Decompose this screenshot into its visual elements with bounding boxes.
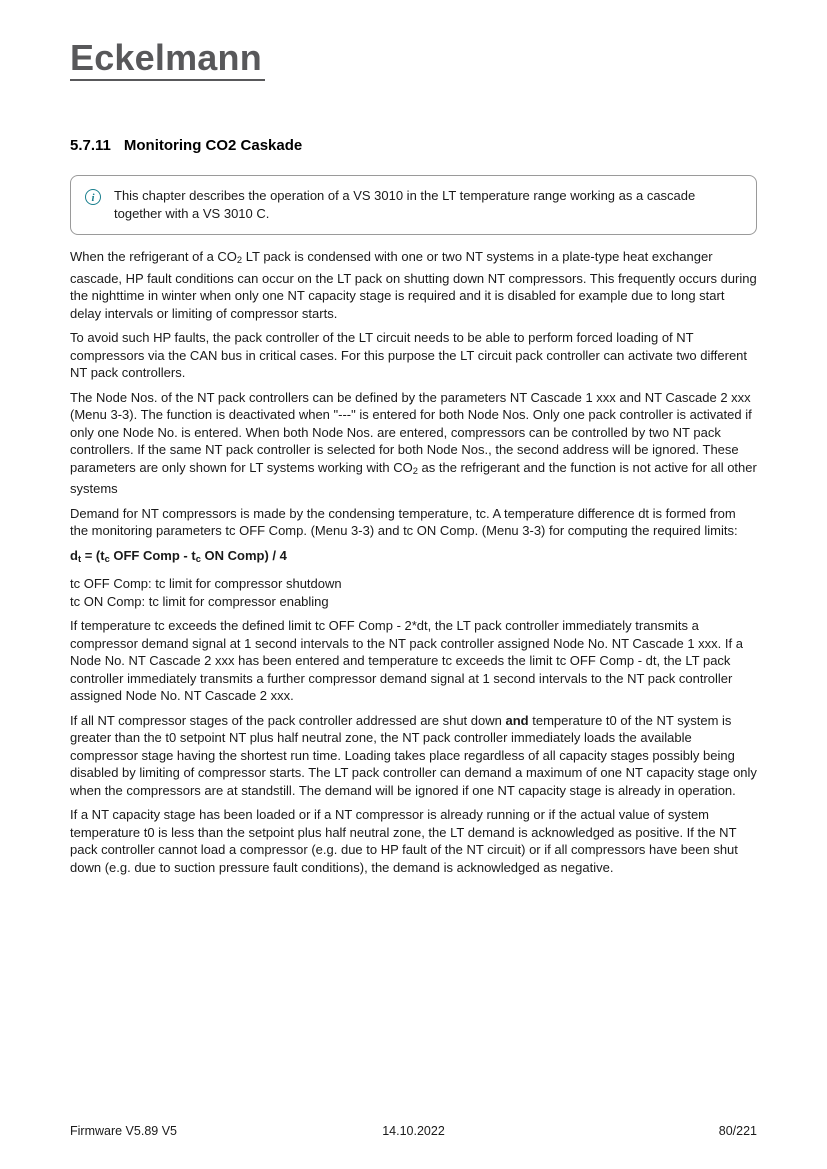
section-heading [70,137,757,154]
footer-firmware-version: Firmware V5.89 V5 [70,1124,177,1138]
body-content [70,248,757,876]
paragraph-6: If all NT compressor stages of the pack controller addressed are shut down and temperature t0 of the NT system is greater than the t0 setpoint NT plus half neutral zone, the NT pack controller immediately loads the available compressor stage having the shortest run time. Loading takes place regardless of all capacity stages possibly being disabled by limiting of compressor starts. The LT pack controller can demand a maximum of one NT capacity stage only when the compressors are at standstill. The demand will be ignored if one NT capacity stage is already in operation. [70,712,757,798]
definition-lines [70,575,757,610]
paragraph-2: To avoid such HP faults, the pack controller of the LT circuit needs to be able to perform forced loading of NT compressors via the CAN bus in critical cases. For this purpose the LT circuit pack controller can activate two different NT pack controllers. [70,330,748,381]
paragraph-5: If temperature tc exceeds the defined limit tc OFF Comp - 2*dt, the LT pack controller immediately transmits a compressor demand signal at 1 second intervals to the NT pack controller assigned Node No. NT Cascade 1 xxx. If a Node No. NT Cascade 2 xxx has been entered and temperature tc exceeds the limit tc OFF Comp - dt, the LT pack controller immediately transmits a further compressor demand signal at 1 second intervals to the NT pack controller assigned Node No. NT Cascade 2 xxx. [70,618,743,704]
info-box [70,175,757,235]
formula-line: dt = (tc OFF Comp - tc ON Comp) / 4 [70,547,287,564]
info-box-text: This chapter describes the operation of a VS 3010 in the LT temperature range working as a cascade together with a VS 3010 C. [114,188,696,221]
section-number: 5.7.11 [70,137,111,154]
section-title: Monitoring CO2 Caskade [123,137,303,154]
paragraph-3: The Node Nos. of the NT pack controllers can be defined by the parameters NT Cascade 1 xxx and NT Cascade 2 xxx (Menu 3-3). The function is deactivated when "---" is entered for both Node Nos. Only one pack controller is activated if only one Node No. is entered. When both Node Nos. are entered, compressors can be controlled by two NT pack controllers. If the same NT pack controller is selected for both Node Nos., the second address will be ignored. These parameters are only shown for LT systems working with CO2 as the refrigerant and the function is not active for all other systems [70,389,757,497]
info-icon: i [85,189,101,205]
definition-line-1: tc OFF Comp: tc limit for compressor shutdown [70,576,342,592]
paragraph-7: If a NT capacity stage has been loaded or if a NT compressor is already running or if the actual value of system temperature t0 is less than the setpoint plus half neutral zone, the LT demand is acknowledged as positive. If the NT pack controller cannot load a compressor (e.g. due to HP fault of the NT circuit) or if all compressors have been shut down (e.g. due to suction pressure fault conditions), the demand is acknowledged as negative. [70,807,738,875]
paragraph-1: When the refrigerant of a CO2 LT pack is condensed with one or two NT systems in a plate-type heat exchanger cascade, HP fault conditions can occur on the LT pack on shutting down NT compressors. This frequently occurs during the nighttime in winter when only one NT capacity stage is required and it is disabled for example due to long start delay intervals or limiting of compressor starts. [70,249,757,321]
footer-page-number: 80/221 [718,1124,757,1138]
company-logo: Eckelmann [70,40,265,81]
page-header [70,37,757,81]
footer-date: 14.10.2022 [382,1124,445,1138]
page-footer [70,1124,757,1138]
definition-line-2: tc ON Comp: tc limit for compressor enabling [70,593,329,609]
paragraph-4: Demand for NT compressors is made by the condensing temperature, tc. A temperature difference dt is formed from the monitoring parameters tc OFF Comp. (Menu 3-3) and tc ON Comp. (Menu 3-3) for computing the required limits: [70,505,738,539]
